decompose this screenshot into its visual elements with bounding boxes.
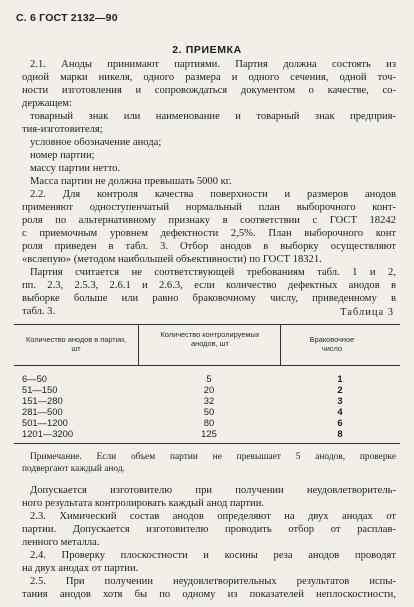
body-line: пп. 2.3, 2.5.3, 2.6.1 и 2.6.3, если количество дефектных анодов в (22, 280, 396, 291)
table-header-lot-size: Количество анодов в партии, шт (25, 335, 127, 353)
table-cell-controlled: 50 (203, 406, 215, 417)
body-line: массу партии нетто. (30, 163, 121, 174)
body-line: 2.1. Аноды принимают партиями. Партия должна состоять из (30, 59, 396, 70)
body-line: «вслепую» (методом наибольшей объективности) по ГОСТ 18321. (22, 254, 322, 265)
running-head: С. 6 ГОСТ 2132—90 (16, 12, 118, 24)
section-title: 2. ПРИЕМКА (172, 44, 242, 56)
body-line: табл. 3. (22, 306, 56, 317)
table-cell-reject: 1 (337, 373, 343, 384)
body-line: ленного металла. (22, 537, 100, 548)
table-top-rule (14, 324, 400, 325)
body-line: Партия считается не соответствующей требованиям табл. 1 и 2, (30, 267, 396, 278)
table-cell-range: 281—500 (22, 406, 63, 417)
body-line: роля по альтернативному признаку в соответствии с ГОСТ 18242 (22, 215, 396, 226)
body-line: на двух анодах от партии. (22, 563, 139, 574)
table-bottom-rule (14, 443, 400, 444)
table-header-reject-number: Браковочное число (309, 335, 355, 353)
body-line: тания анодов хотя бы по одному из показателей неплоскостности, (22, 589, 396, 600)
table-cell-range: 51—150 (22, 384, 58, 395)
body-line: Допускается изготовителю при получении неудовлетворитель- (30, 485, 396, 496)
table-cell-reject: 4 (337, 406, 343, 417)
table-cell-controlled: 80 (203, 417, 215, 428)
table-cell-controlled: 5 (206, 373, 212, 384)
table-column-divider (280, 324, 281, 365)
body-line: партии. Допускается изготовителю проводить отбор от расплав- (22, 524, 396, 535)
table-column-divider (138, 324, 139, 365)
table-caption: Таблица 3 (340, 307, 394, 318)
table-cell-controlled: 32 (203, 395, 215, 406)
table-note: подвергают каждый анод. (22, 464, 125, 474)
body-line: 2.3. Химический состав анодов определяют на двух анодах от (30, 511, 396, 522)
table-cell-range: 501—1200 (22, 417, 68, 428)
table-cell-range: 6—50 (22, 373, 48, 384)
table-header-controlled: Количество контролируемых анодов, шт (160, 330, 260, 348)
table-cell-controlled: 125 (201, 428, 217, 439)
table-cell-reject: 3 (337, 395, 343, 406)
body-line: с приемочным уровнем дефектности 2,5%. План выборочного конт (22, 228, 396, 239)
table-cell-reject: 2 (337, 384, 343, 395)
table-note: Примечание. Если объем партии не превышает 5 анодов, проверке (30, 452, 396, 462)
body-line: роля приведен в табл. 3. Отбор анодов в выборку осуществляют (22, 241, 396, 252)
table-cell-range: 151—280 (22, 395, 63, 406)
body-line: держащем: (22, 98, 72, 109)
table-header-rule (14, 365, 400, 366)
table-cell-range: 1201—3200 (22, 428, 74, 439)
body-line: товарный знак или наименование и товарный знак предприя- (30, 111, 396, 122)
body-line: применяют одноступенчатый нормальный план выборочного конт- (22, 202, 396, 213)
body-line: 2.5. При получении неудовлетворительных результатов испы- (30, 576, 396, 587)
body-line: условное обозначение анода; (30, 137, 162, 148)
body-line: 2.2. Для контроля качества поверхности и размеров анодов (30, 189, 396, 200)
body-line: тия-изготовителя; (22, 124, 103, 135)
table-cell-reject: 6 (337, 417, 343, 428)
table-cell-reject: 8 (337, 428, 343, 439)
body-line: Масса партии не должна превышать 5000 кг. (30, 176, 232, 187)
body-line: одной марки никеля, одного размера и одного сечения, одной точ- (22, 72, 396, 83)
body-line: ности изготовления и сопровождаться документом о качестве, со- (22, 85, 396, 96)
table-cell-controlled: 20 (203, 384, 215, 395)
body-line: ного результата контролировать каждый анод партии. (22, 498, 265, 509)
body-line: 2.4. Проверку плоскостности и косины реза анодов проводят (30, 550, 396, 561)
body-line: выборке больше или равно браковочному числу, приведенному в (22, 293, 396, 304)
body-line: номер партии; (30, 150, 95, 161)
